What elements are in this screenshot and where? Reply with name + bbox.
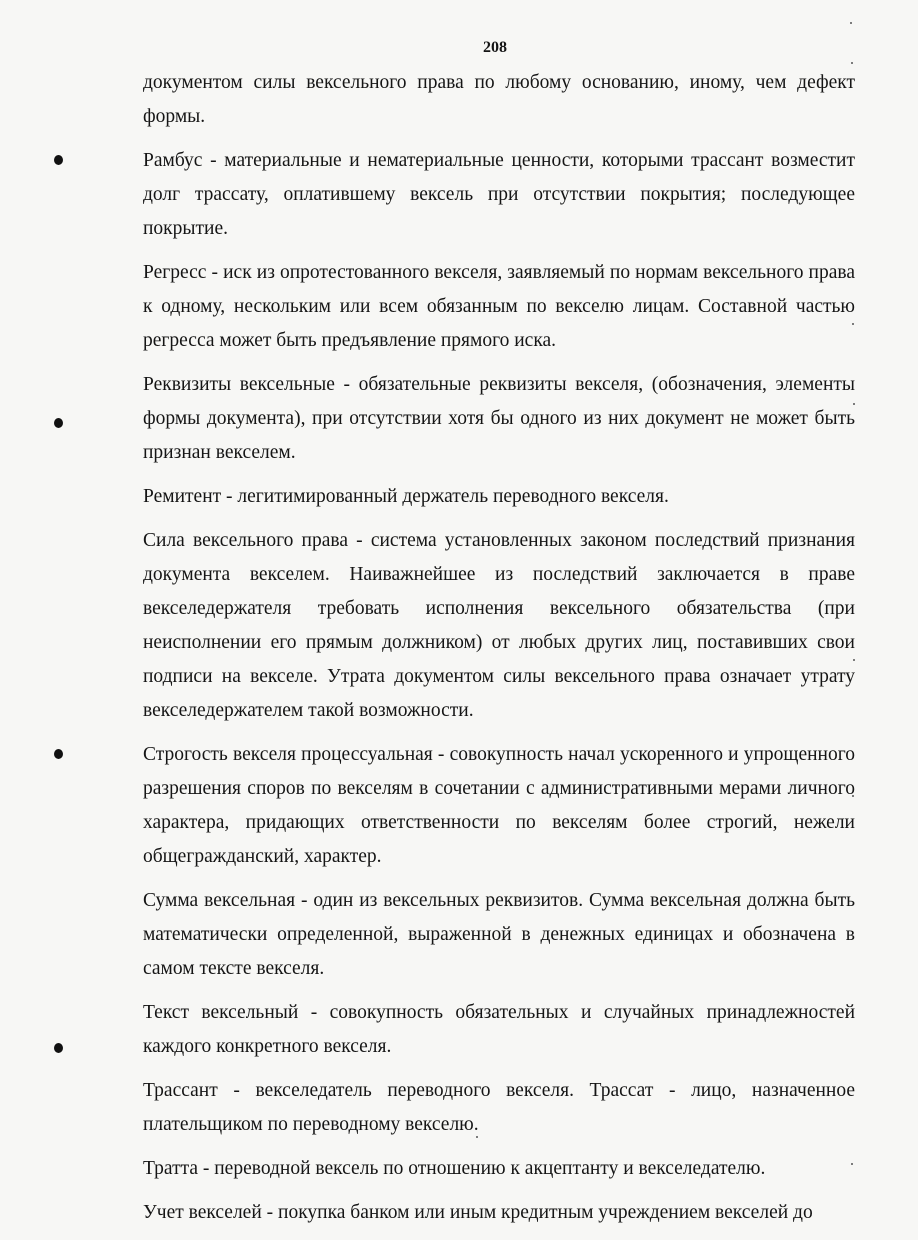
definition-strogost: Строгость векселя процессуальная - совокупность начал ускоренного и упрощенного разрешения споров по векселям в сочетании с административными мерами личного характера, придающих ответственности по векселям более строгий, нежели общегражданский, характер. — [143, 744, 855, 867]
definition-tratta: Тратта - переводной вексель по отношению к акцептанту и векселедателю. — [143, 1158, 766, 1179]
definition-sila-veksel-prava: Сила вексельного права - система установленных законом последствий признания документа векселем. Наиважнейшее из последствий заключается в праве векселедержателя требовать исполнения вексельного обязательства (при неисполнении его прямым должником) от любых других лиц, поставивших свои подписи на векселе. Утрата документом силы вексельного права означает утрату векселедержателем такой возможности. — [143, 530, 855, 721]
punch-hole-mark — [54, 155, 63, 165]
definition-rekvizity: Реквизиты вексельные - обязательные реквизиты векселя, (обозначения, элементы формы документа), при отсутствии хотя бы одного из них документ не может быть признан векселем. — [143, 374, 855, 463]
definition-uchet: Учет векселей - покупка банком или иным кредитным учреждением векселей до — [143, 1202, 813, 1223]
scan-speck — [850, 22, 852, 24]
definition-summa: Сумма вексельная - один из вексельных реквизитов. Сумма вексельная должна быть математически определенной, выраженной в денежных единицах и обозначена в самом тексте векселя. — [143, 890, 855, 979]
punch-hole-mark — [54, 749, 63, 759]
paragraph-continuation: документом силы вексельного права по любому основанию, иному, чем дефект формы. — [143, 72, 855, 127]
punch-hole-mark — [54, 418, 63, 428]
scan-speck — [851, 62, 853, 64]
definition-remitent: Ремитент - легитимированный держатель переводного векселя. — [143, 486, 669, 507]
punch-hole-mark — [54, 1043, 63, 1053]
definition-rambus: Рамбус - материальные и нематериальные ценности, которыми трассант возместит долг трассату, оплатившему вексель при отсутствии покрытия; последующее покрытие. — [143, 150, 855, 239]
page-number: 208 — [483, 39, 507, 56]
document-body — [143, 66, 855, 1240]
definition-trassant: Трассант - векселедатель переводного векселя. Трассат - лицо, назначенное плательщиком по переводному векселю. — [143, 1080, 855, 1135]
definition-regress: Регресс - иск из опротестованного векселя, заявляемый по нормам вексельного права к одному, нескольким или всем обязанным по векселю лицам. Составной частью регресса может быть предъявление прямого иска. — [143, 262, 855, 351]
definition-tekst: Текст вексельный - совокупность обязательных и случайных принадлежностей каждого конкретного векселя. — [143, 1002, 855, 1057]
